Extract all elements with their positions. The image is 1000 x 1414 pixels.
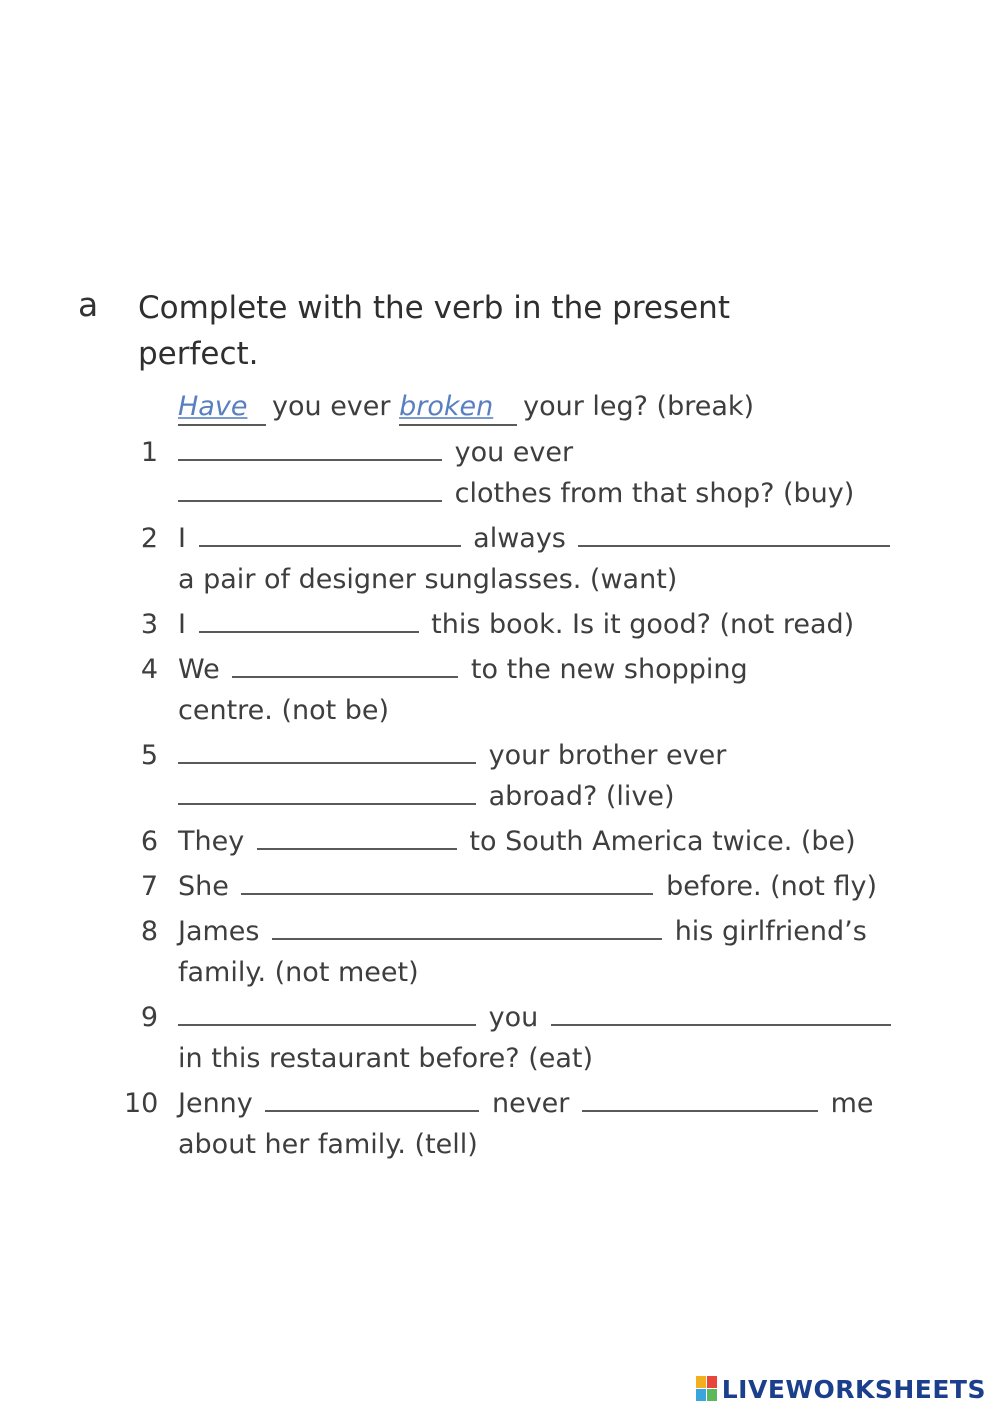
item-number: 1: [140, 437, 158, 468]
answer-blank[interactable]: [178, 1002, 476, 1026]
item-10-line-1: [178, 1087, 874, 1121]
item-text: always: [473, 523, 566, 554]
item-text: I: [178, 523, 186, 554]
item-number: 5: [140, 740, 158, 771]
answer-blank[interactable]: [178, 781, 476, 805]
item-text: abroad? (live): [488, 781, 675, 812]
item-text: I: [178, 609, 186, 640]
example-line: [178, 390, 754, 426]
item-text: to the new shopping: [470, 654, 748, 685]
item-2-line-1: [178, 522, 894, 556]
example-answer-2: broken: [399, 390, 517, 426]
item-8-line-1: [178, 915, 867, 949]
item-4-line-2: centre. (not be): [178, 695, 390, 726]
item-9-line-1: [178, 1001, 895, 1035]
item-text: James: [178, 916, 260, 947]
answer-blank[interactable]: [178, 437, 442, 461]
item-number: 7: [140, 871, 158, 902]
item-text: We: [178, 654, 220, 685]
item-text: you: [488, 1002, 539, 1033]
item-5-line-1: [178, 739, 726, 773]
answer-blank[interactable]: [265, 1088, 479, 1112]
answer-blank[interactable]: [257, 826, 457, 850]
item-7-line-1: [178, 870, 877, 904]
task-letter: a: [78, 285, 99, 324]
answer-blank[interactable]: [232, 654, 458, 678]
item-text: this book. Is it good? (not read): [431, 609, 855, 640]
item-text: clothes from that shop? (buy): [454, 478, 855, 509]
item-number: 2: [140, 523, 158, 554]
answer-blank[interactable]: [199, 523, 461, 547]
item-text: before. (not fly): [666, 871, 877, 902]
item-text: never: [491, 1088, 570, 1119]
answer-blank[interactable]: [178, 740, 476, 764]
item-8-line-2: family. (not meet): [178, 957, 419, 988]
item-4-line-1: [178, 653, 748, 687]
item-1-line-2: [178, 477, 854, 511]
item-text: me: [830, 1088, 874, 1119]
example-answer-1: Have: [178, 390, 266, 426]
item-10-line-2: about her family. (tell): [178, 1129, 478, 1160]
brand-name: LIVEWORKSHEETS: [721, 1374, 986, 1404]
answer-blank[interactable]: [551, 1002, 891, 1026]
item-number: 8: [140, 916, 158, 947]
item-number: 4: [140, 654, 158, 685]
item-2-line-2: a pair of designer sunglasses. (want): [178, 564, 678, 595]
item-text: you ever: [454, 437, 574, 468]
item-3-line-1: [178, 608, 854, 642]
task-instruction: Complete with the verb in the present perfect.: [138, 290, 730, 372]
answer-blank[interactable]: [178, 478, 442, 502]
liveworksheets-logo-icon: [696, 1376, 718, 1402]
item-text: Jenny: [178, 1088, 253, 1119]
item-6-line-1: [178, 825, 856, 859]
answer-blank[interactable]: [582, 1088, 818, 1112]
item-5-line-2: [178, 780, 675, 814]
item-1-line-1: [178, 436, 573, 470]
item-text: They: [178, 826, 245, 857]
answer-blank[interactable]: [199, 609, 419, 633]
item-number: 10: [124, 1088, 159, 1119]
answer-blank[interactable]: [578, 523, 890, 547]
example-text-mid: you ever: [272, 391, 391, 422]
item-text: his girlfriend’s: [674, 916, 867, 947]
item-number: 6: [140, 826, 158, 857]
item-text: She: [178, 871, 229, 902]
item-text: to South America twice. (be): [469, 826, 856, 857]
example-text-end: your leg? (break): [523, 391, 755, 422]
answer-blank[interactable]: [272, 916, 662, 940]
answer-blank[interactable]: [241, 871, 653, 895]
item-text: your brother ever: [488, 740, 727, 771]
item-9-line-2: in this restaurant before? (eat): [178, 1043, 594, 1074]
item-number: 9: [140, 1002, 158, 1033]
item-number: 3: [140, 609, 158, 640]
liveworksheets-logo: [696, 1372, 986, 1406]
